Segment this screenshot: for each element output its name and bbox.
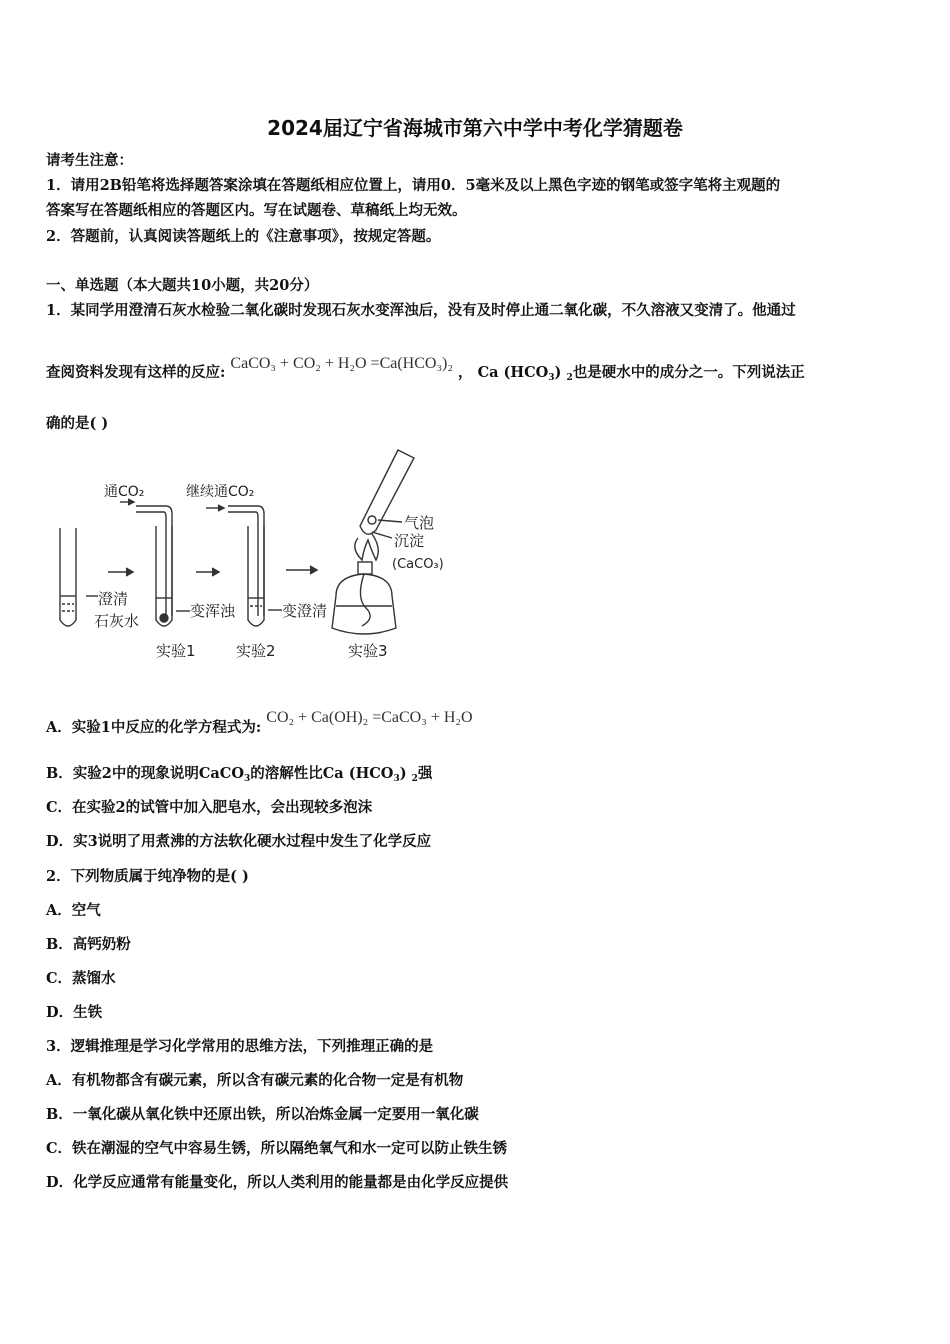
- flame: [355, 534, 378, 560]
- q3-option-b: B．一氧化碳从氧化铁中还原出铁，所以冶炼金属一定要用一氧化碳: [46, 1106, 479, 1123]
- q1-option-c: C．在实验2的试管中加入肥皂水，会出现较多泡沫: [46, 799, 373, 816]
- q1-line2-suffix-c: 也是硬水中的成分之一。下列说法正: [572, 364, 805, 381]
- label-tong-co2: 通CO₂: [104, 484, 145, 500]
- q1-option-b-part-c: ): [399, 765, 412, 782]
- q3-option-d: D．化学反应通常有能量变化，所以人类利用的能量都是由化学反应提供: [46, 1174, 509, 1191]
- label-bianchengqing: 变澄清: [282, 602, 328, 620]
- q1-line2-sub2: 2: [566, 373, 573, 383]
- q1-option-a-text: A．实验1中反应的化学方程式为:: [46, 719, 262, 736]
- notice-heading: 请考生注意：: [46, 152, 133, 169]
- q1-option-b-part-b: 的溶解性比Ca (HCO: [250, 765, 394, 782]
- q1-option-d: D．实3说明了用煮沸的方法软化硬水过程中发生了化学反应: [46, 833, 432, 850]
- q2-option-b: B．高钙奶粉: [46, 936, 131, 953]
- q3-stem: 3．逻辑推理是学习化学常用的思维方法，下列推理正确的是: [46, 1038, 434, 1055]
- label-exp1: 实验1: [156, 642, 196, 660]
- page-title: 2024届辽宁省海城市第六中学中考化学猜题卷: [267, 116, 683, 140]
- label-chengqing: 澄清: [98, 590, 129, 608]
- label-chendian: 沉淀: [394, 532, 425, 550]
- q1-option-b-part-d: 强: [417, 765, 433, 782]
- q1-option-b-sub: 3: [243, 774, 251, 784]
- q3-option-c: C．铁在潮湿的空气中容易生锈，所以隔绝氧气和水一定可以防止铁生锈: [46, 1140, 508, 1157]
- label-exp2: 实验2: [236, 642, 276, 660]
- q1-stem-line-2: [46, 355, 916, 388]
- section-heading: 一、单选题（本大题共10小题，共20分）: [46, 277, 319, 294]
- label-caco3: (CaCO₃): [392, 557, 444, 572]
- q1-line2-sub: 3: [548, 373, 555, 383]
- label-exp3: 实验3: [348, 642, 388, 660]
- q2-option-d: D．生铁: [46, 1004, 103, 1021]
- q2-option-a: A．空气: [46, 902, 101, 919]
- q2-stem: 2．下列物质属于纯净物的是( ): [46, 868, 249, 885]
- test-tube-exp2: [248, 526, 264, 626]
- q2-option-c: C．蒸馏水: [46, 970, 116, 987]
- notice-item-2: 2．答题前，认真阅读答题纸上的《注意事项》，按规定答题。: [46, 228, 441, 245]
- label-shihuishui: 石灰水: [94, 612, 140, 630]
- precipitate-dot: [160, 614, 168, 622]
- label-qipao: 气泡: [404, 514, 435, 532]
- label-jixu-co2: 继续通CO₂: [186, 484, 255, 500]
- notice-item-1-line-1: 1．请用2B铅笔将选择题答案涂填在答题纸相应位置上，请用0．5毫米及以上黑色字迹的钢笔或签字笔将主观题的: [46, 177, 781, 194]
- q1-option-a: [46, 709, 916, 738]
- q1-line2-suffix-a: Ca (HCO: [477, 364, 549, 381]
- q1-option-b: [46, 764, 916, 789]
- q1-line2-suffix-b: ): [554, 364, 567, 381]
- q1-line2-comma: ，: [458, 364, 473, 381]
- test-tube-exp1: [156, 526, 172, 626]
- q1-equation: CaCO₃ + CO₂ + H₂O =Ca(HCO₃)₂: [230, 355, 453, 372]
- q1-option-b-sub2: 3: [393, 774, 400, 784]
- q3-option-a: A．有机物都含有碳元素，所以含有碳元素的化合物一定是有机物: [46, 1072, 464, 1089]
- q1-option-b-sub3: 2: [411, 774, 418, 784]
- q1-option-b-part-a: B．实验2中的现象说明CaCO: [46, 765, 244, 782]
- q1-option-a-equation: CO₂ + Ca(OH)₂ =CaCO₃ + H₂O: [266, 709, 473, 726]
- q1-stem-line-1: 1．某同学用澄清石灰水检验二氧化碳时发现石灰水变浑浊后，没有及时停止通二氧化碳，不久溶液又变清了。他通过: [46, 302, 796, 319]
- lamp-wick-holder: [358, 562, 372, 574]
- experiment-figure: [46, 448, 466, 668]
- q1-line2-prefix: 查阅资料发现有这样的反应:: [46, 364, 226, 381]
- q1-stem-line-3: 确的是( ): [46, 415, 109, 432]
- notice-item-1-line-2: 答案写在答题纸相应的答题区内。写在试题卷、草稿纸上均无效。: [46, 202, 467, 219]
- label-bianhunzhuo: 变浑浊: [190, 602, 236, 620]
